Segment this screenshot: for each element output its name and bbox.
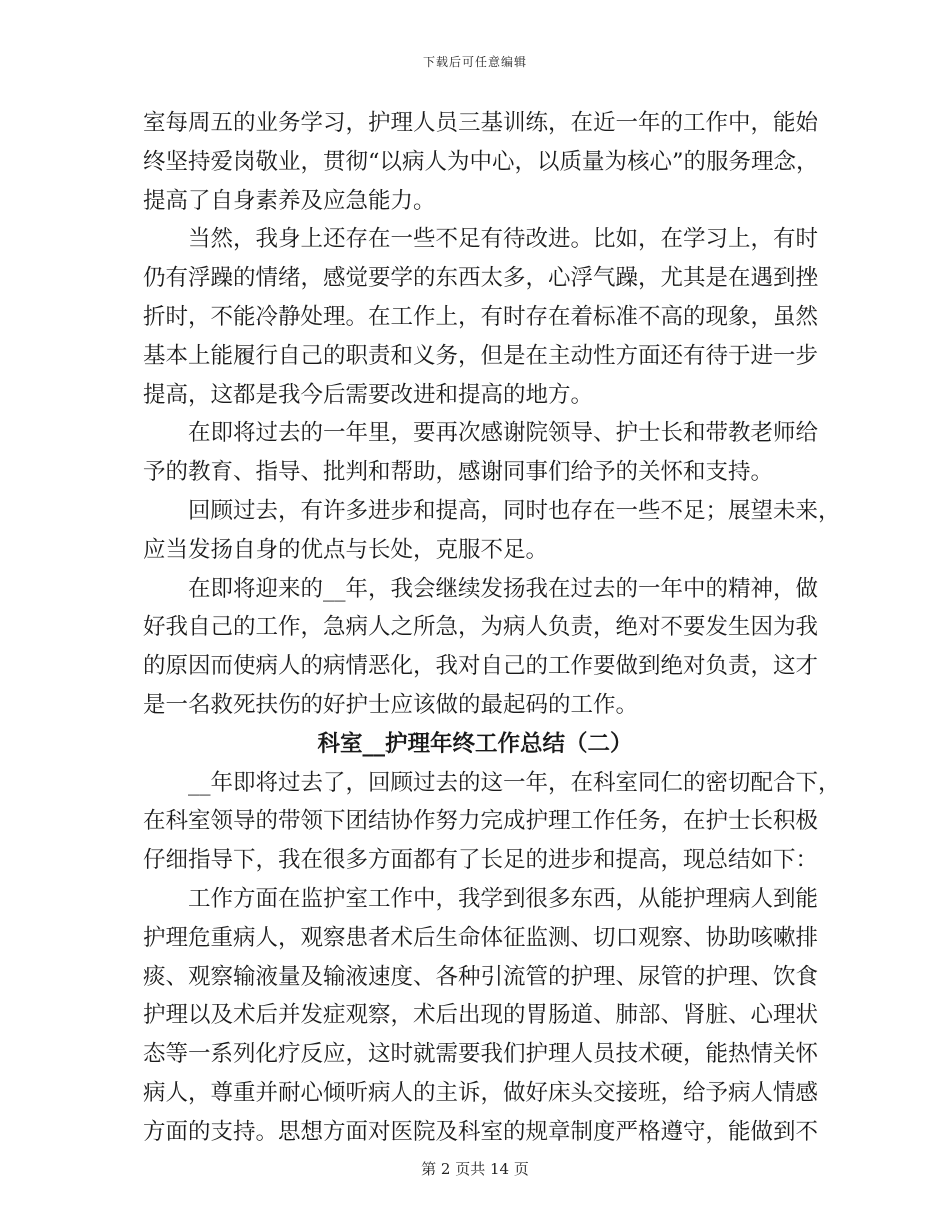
page-header: 下载后可任意编辑 xyxy=(422,55,527,69)
text-line: 应当发扬自身的优点与长处，克服不足。 xyxy=(143,536,549,563)
text-line: 在即将过去的一年里，要再次感谢院领导、护士长和带教老师给 xyxy=(188,420,819,447)
text-line: 好我自己的工作，急病人之所急，为病人负责，绝对不要发生因为我 xyxy=(143,614,819,641)
text-line: 是一名救死扶伤的好护士应该做的最起码的工作。 xyxy=(143,691,639,718)
text-line: 仔细指导下，我在很多方面都有了长足的进步和提高，现总结如下： xyxy=(143,847,819,874)
text-line: 态等一系列化疗反应，这时就需要我们护理人员技术硬，能热情关怀 xyxy=(143,1041,819,1068)
page-footer: 第 2 页共 14 页 xyxy=(421,1160,529,1178)
document-body xyxy=(143,104,841,1152)
text-line: 的原因而使病人的病情恶化，我对自己的工作要做到绝对负责，这才 xyxy=(143,653,819,680)
text-line: 护理以及术后并发症观察，术后出现的胃肠道、肺部、肾脏、心理状 xyxy=(143,1002,819,1029)
text-line: 提高，这都是我今后需要改进和提高的地方。 xyxy=(143,381,594,408)
text-line: 当然，我身上还存在一些不足有待改进。比如，在学习上，有时 xyxy=(188,226,819,253)
text-line: __年即将过去了，回顾过去的这一年，在科室同仁的密切配合下， xyxy=(188,769,841,796)
text-line: 护理危重病人，观察患者术后生命体征监测、切口观察、协助咳嗽排 xyxy=(143,924,819,951)
text-line: 终坚持爱岗敬业，贯彻“以病人为中心，以质量为核心”的服务理念， xyxy=(143,148,819,175)
text-line: 在科室领导的带领下团结协作努力完成护理工作任务，在护士长积极 xyxy=(143,808,819,835)
text-line: 室每周五的业务学习，护理人员三基训练，在近一年的工作中，能始 xyxy=(143,110,819,136)
text-line: 提高了自身素养及应急能力。 xyxy=(143,187,436,214)
text-line: 在即将迎来的__年，我会继续发扬我在过去的一年中的精神，做 xyxy=(188,575,819,602)
text-line: 折时，不能冷静处理。在工作上，有时存在着标准不高的现象，虽然 xyxy=(143,303,819,330)
text-line: 基本上能履行自己的职责和义务，但是在主动性方面还有待于进一步 xyxy=(143,342,819,369)
text-line: 病人，尊重并耐心倾听病人的主诉，做好床头交接班，给予病人情感 xyxy=(143,1079,819,1106)
text-line: 痰、观察输液量及输液速度、各种引流管的护理、尿管的护理、饮食 xyxy=(143,963,819,990)
text-line: 予的教育、指导、批判和帮助，感谢同事们给予的关怀和支持。 xyxy=(143,459,774,486)
text-line: 工作方面在监护室工作中，我学到很多东西，从能护理病人到能 xyxy=(188,885,819,912)
text-line: 仍有浮躁的情绪，感觉要学的东西太多，心浮气躁，尤其是在遇到挫 xyxy=(143,265,819,292)
text-line: 回顾过去，有许多进步和提高，同时也存在一些不足；展望未来， xyxy=(188,497,841,524)
text-line: 方面的支持。思想方面对医院及科室的规章制度严格遵守，能做到不 xyxy=(143,1118,819,1145)
section-title: 科室__护理年终工作总结（二） xyxy=(317,730,633,757)
